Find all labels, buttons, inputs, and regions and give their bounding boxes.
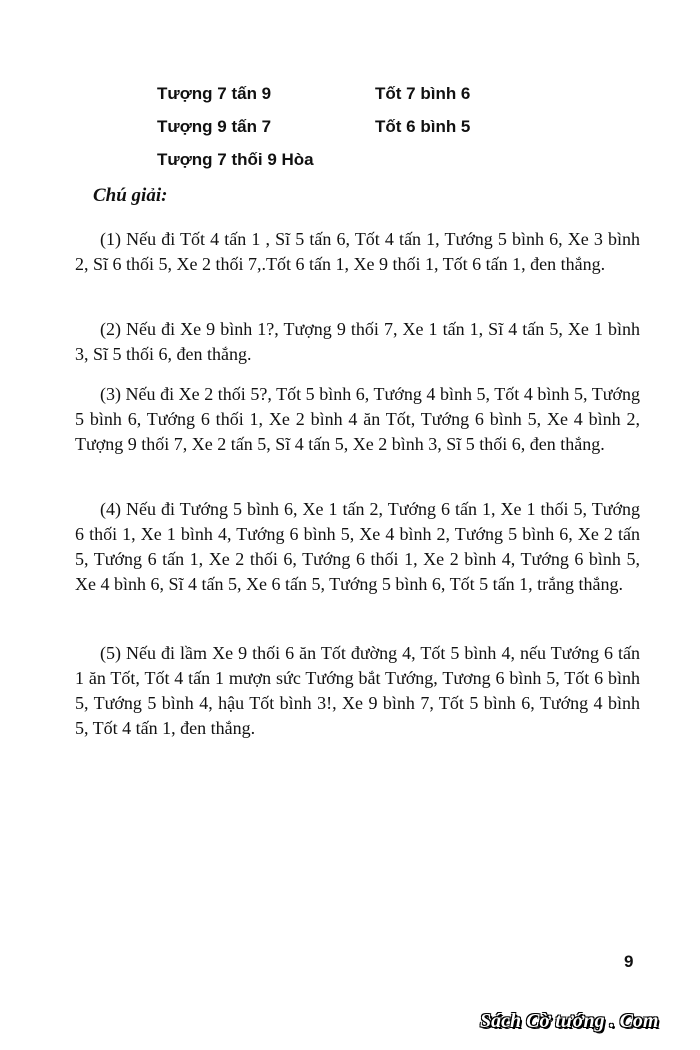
site-watermark: Sách Cờ tướng . Com (480, 1010, 659, 1032)
note-2: (2) Nếu đi Xe 9 bình 1?, Tượng 9 thối 7, Xe 1 tấn 1, Sĩ 4 tấn 5, Xe 1 bình 3, Sĩ 5 thối 6, đen thắng. (75, 319, 640, 364)
notes-heading: Chú giải: (93, 185, 168, 206)
note-5: (5) Nếu đi lầm Xe 9 thối 6 ăn Tốt đường 4, Tốt 5 bình 4, nếu Tướng 6 tấn 1 ăn Tốt, Tốt 4 tấn 1 mượn sức Tướng bắt Tướng, Tương 6 bình 5, Tốt 6 bình 5, Tướng 5 bình 4, hậu Tốt bình 3!, Xe 9 bình 7, Tốt 5 bình 6, Tướng 4 bình 5, Tốt 4 tấn 1, đen thắng. (75, 643, 640, 738)
move-row1-left: Tượng 7 tấn 9 (157, 84, 272, 103)
note-4: (4) Nếu đi Tướng 5 bình 6, Xe 1 tấn 2, Tướng 6 tấn 1, Xe 1 thối 5, Tướng 6 thối 1, Xe 1 bình 4, Tướng 6 bình 5, Xe 4 bình 2, Tướng 5 bình 6, Xe 2 tấn 5, Tướng 6 tấn 1, Xe 2 thối 6, Tướng 6 thối 1, Xe 2 bình 4, Tướng 6 bình 5, Xe 4 bình 6, Sĩ 4 tấn 5, Xe 6 tấn 5, Tướng 5 bình 6, Tốt 5 tấn 1, trắng thắng. (75, 499, 640, 594)
move-row3-result: Tượng 7 thối 9 Hòa (157, 150, 314, 169)
page-number: 9 (624, 952, 634, 971)
move-row1-right: Tốt 7 bình 6 (375, 84, 471, 103)
move-row2-left: Tượng 9 tấn 7 (157, 117, 272, 136)
move-row2-right: Tốt 6 bình 5 (375, 117, 471, 136)
note-3: (3) Nếu đi Xe 2 thối 5?, Tốt 5 bình 6, Tướng 4 bình 5, Tốt 4 bình 5, Tướng 5 bình 6, Tướng 6 thối 1, Xe 2 bình 4 ăn Tốt, Tướng 6 bình 5, Xe 4 bình 2, Tượng 9 thối 7, Xe 2 tấn 5, Sĩ 4 tấn 5, Xe 2 bình 3, Sĩ 5 thối 6, đen thắng. (75, 384, 640, 454)
note-1: (1) Nếu đi Tốt 4 tấn 1 , Sĩ 5 tấn 6, Tốt 4 tấn 1, Tướng 5 bình 6, Xe 3 bình 2, Sĩ 6 thối 5, Xe 2 thối 7,.Tốt 6 tấn 1, Xe 9 thối 1, Tốt 6 tấn 1, đen thắng. (75, 229, 640, 274)
